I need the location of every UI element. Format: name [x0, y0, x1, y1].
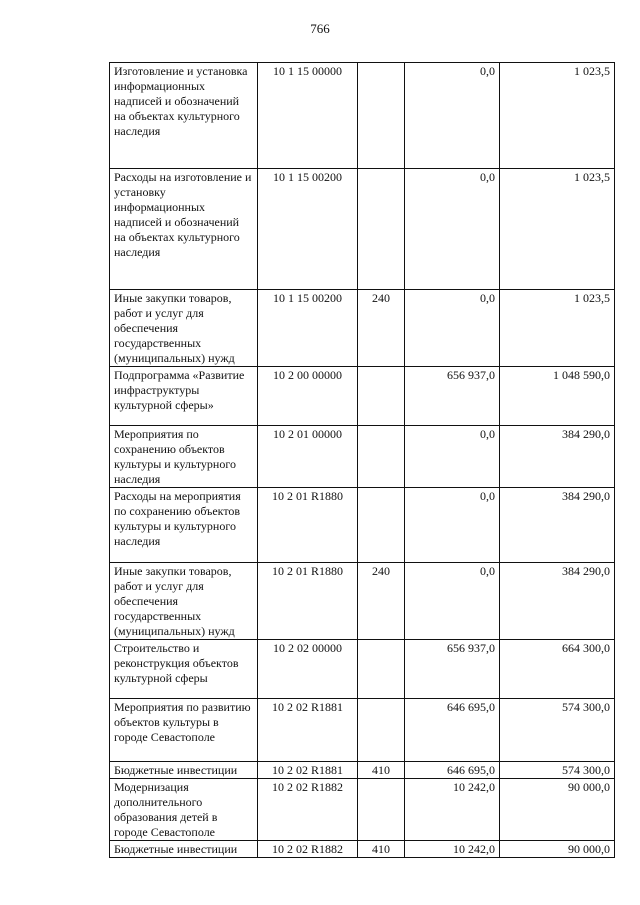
table-row [110, 426, 615, 488]
row-value-1: 646 695,0 [405, 699, 500, 762]
row-expense-type [358, 426, 405, 488]
row-code: 10 1 15 00200 [258, 169, 358, 290]
row-expense-type [358, 699, 405, 762]
row-value-1: 656 937,0 [405, 640, 500, 699]
table-row [110, 779, 615, 841]
row-name: Подпрограмма «Развитие инфраструктуры культурной сферы» [110, 367, 258, 426]
row-name: Бюджетные инвестиции [110, 841, 258, 858]
row-code: 10 2 02 R1882 [258, 779, 358, 841]
table-row [110, 367, 615, 426]
row-expense-type: 410 [358, 762, 405, 779]
row-expense-type: 240 [358, 290, 405, 367]
page-number: 766 [310, 21, 330, 36]
row-name: Мероприятия по сохранению объектов культуры и культурного наследия [110, 426, 258, 488]
table-row [110, 699, 615, 762]
table-row [110, 169, 615, 290]
row-value-1: 646 695,0 [405, 762, 500, 779]
row-value-1: 0,0 [405, 563, 500, 640]
row-value-1: 0,0 [405, 63, 500, 169]
row-expense-type [358, 640, 405, 699]
row-name: Бюджетные инвестиции [110, 762, 258, 779]
row-code: 10 2 01 00000 [258, 426, 358, 488]
row-value-1: 0,0 [405, 290, 500, 367]
row-value-1: 0,0 [405, 488, 500, 563]
row-expense-type: 240 [358, 563, 405, 640]
row-expense-type [358, 169, 405, 290]
row-value-2: 664 300,0 [500, 640, 615, 699]
row-value-2: 384 290,0 [500, 426, 615, 488]
budget-table [109, 62, 615, 858]
row-value-2: 90 000,0 [500, 841, 615, 858]
row-value-2: 384 290,0 [500, 488, 615, 563]
table-row [110, 488, 615, 563]
row-value-1: 656 937,0 [405, 367, 500, 426]
row-value-1: 0,0 [405, 169, 500, 290]
row-name: Расходы на изготовление и установку информационных надписей и обозначений на объектах культурного наследия [110, 169, 258, 290]
table-row [110, 640, 615, 699]
table-row [110, 563, 615, 640]
row-name: Расходы на мероприятия по сохранению объектов культуры и культурного наследия [110, 488, 258, 563]
row-expense-type [358, 367, 405, 426]
row-name: Изготовление и установка информационных надписей и обозначений на объектах культурного наследия [110, 63, 258, 169]
row-code: 10 1 15 00200 [258, 290, 358, 367]
row-value-1: 0,0 [405, 426, 500, 488]
table-row [110, 762, 615, 779]
row-value-2: 1 023,5 [500, 290, 615, 367]
row-value-2: 574 300,0 [500, 762, 615, 779]
row-value-2: 384 290,0 [500, 563, 615, 640]
row-expense-type [358, 488, 405, 563]
row-value-1: 10 242,0 [405, 779, 500, 841]
row-value-2: 574 300,0 [500, 699, 615, 762]
row-value-1: 10 242,0 [405, 841, 500, 858]
row-code: 10 2 01 R1880 [258, 563, 358, 640]
row-expense-type [358, 63, 405, 169]
row-expense-type [358, 779, 405, 841]
row-code: 10 2 02 R1881 [258, 762, 358, 779]
row-code: 10 2 00 00000 [258, 367, 358, 426]
table-row [110, 841, 615, 858]
row-code: 10 2 02 R1881 [258, 699, 358, 762]
row-name: Модернизация дополнительного образования детей в городе Севастополе [110, 779, 258, 841]
table-row [110, 63, 615, 169]
row-code: 10 2 02 R1882 [258, 841, 358, 858]
row-code: 10 1 15 00000 [258, 63, 358, 169]
row-value-2: 1 048 590,0 [500, 367, 615, 426]
row-name: Строительство и реконструкция объектов культурной сферы [110, 640, 258, 699]
row-name: Мероприятия по развитию объектов культуры в городе Севастополе [110, 699, 258, 762]
row-code: 10 2 02 00000 [258, 640, 358, 699]
row-expense-type: 410 [358, 841, 405, 858]
row-value-2: 90 000,0 [500, 779, 615, 841]
table-row [110, 290, 615, 367]
row-name: Иные закупки товаров, работ и услуг для обеспечения государственных (муниципальных) нужд [110, 563, 258, 640]
row-name: Иные закупки товаров, работ и услуг для обеспечения государственных (муниципальных) нужд [110, 290, 258, 367]
row-code: 10 2 01 R1880 [258, 488, 358, 563]
row-value-2: 1 023,5 [500, 169, 615, 290]
row-value-2: 1 023,5 [500, 63, 615, 169]
